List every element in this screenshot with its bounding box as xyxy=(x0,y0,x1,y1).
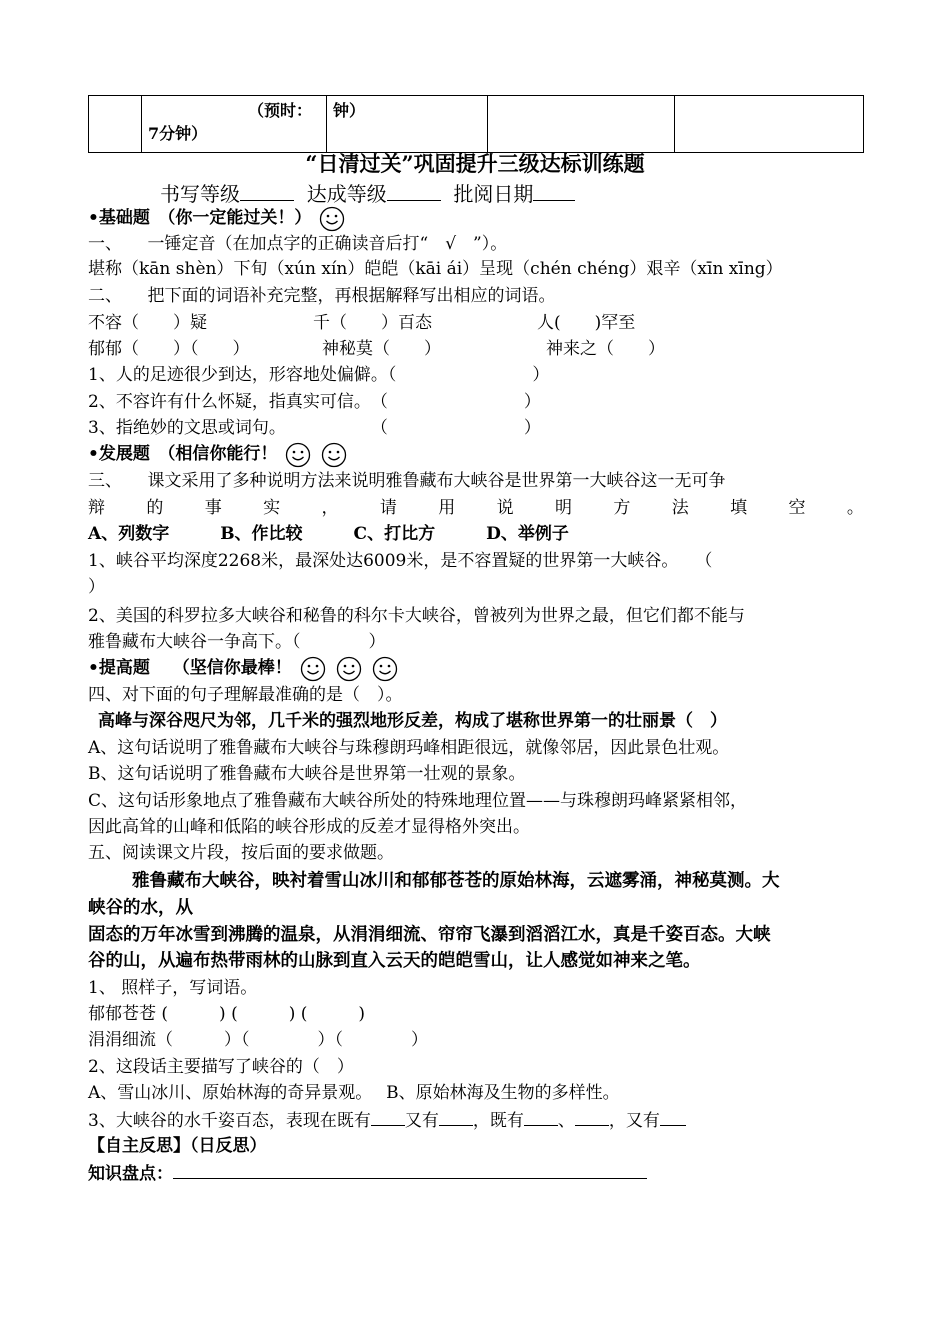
q4-heading: 四、对下面的句子理解最准确的是（ ）。 xyxy=(88,685,403,705)
page-title: “日清过关”巩固提升三级达标训练题 xyxy=(305,151,645,176)
q4-option-a: A、这句话说明了雅鲁藏布大峡谷与珠穆朗玛峰相距很远，就像邻居，因此景色壮观。 xyxy=(88,738,730,758)
review-date-blank xyxy=(533,182,575,201)
fill-blank xyxy=(439,1107,473,1126)
q3-char: ， xyxy=(321,498,339,518)
q3-sentence-1-end: ） xyxy=(88,577,105,597)
table-cell xyxy=(488,96,675,153)
section-label: •提高题 （坚信你最棒！ xyxy=(88,658,292,678)
fill-blank xyxy=(371,1107,405,1126)
q3-sentence-2-end: 雅鲁藏布大峡谷一争高下。（ ） xyxy=(88,632,386,652)
fill-blank xyxy=(575,1107,609,1126)
q5-text: ，又有 xyxy=(608,1111,660,1131)
section-label: •发展题 （相信你能行！ xyxy=(88,444,278,464)
q3-char: 。 xyxy=(846,498,864,518)
fill-blank xyxy=(524,1107,558,1126)
q2-word: 千（ ）百态 xyxy=(313,313,432,333)
q4-option-c: C、这句话形象地点了雅鲁藏布大峡谷所处的特殊地理位置——与珠穆朗玛峰紧紧相邻， xyxy=(88,791,748,811)
q3-char: 填 xyxy=(730,498,748,518)
q4-option-b: B、这句话说明了雅鲁藏布大峡谷是世界第一壮观的景象。 xyxy=(88,764,526,784)
section-improve xyxy=(88,655,400,682)
achieve-grade-blank xyxy=(387,182,441,201)
q5-task-2: 2、这段话主要描写了峡谷的（ ） xyxy=(88,1057,354,1077)
q5-task-2-options: A、雪山冰川、原始林海的奇异景观。 B、原始林海及生物的多样性。 xyxy=(88,1083,620,1103)
smiley-icon xyxy=(300,656,326,682)
smiley-icon xyxy=(372,656,398,682)
q5-words-2: 涓涓细流（ ）（ ）（ ） xyxy=(88,1030,428,1050)
q4-option-c-cont: 因此高耸的山峰和低陷的峡谷形成的反差才显得格外突出。 xyxy=(88,817,530,837)
smiley-icon xyxy=(321,442,347,468)
q3-sentence-2: 2、美国的科罗拉多大峡谷和秘鲁的科尔卡大峡谷，曾被列为世界之最，但它们都不能与 xyxy=(88,606,745,626)
q3-char: 用 xyxy=(438,498,456,518)
smiley-icon xyxy=(336,656,362,682)
q4-sentence: 高峰与深谷咫尺为邻，几千米的强烈地形反差，构成了堪称世界第一的壮丽景（ ） xyxy=(98,711,727,731)
q5-heading: 五、阅读课文片段，按后面的要求做题。 xyxy=(88,843,394,863)
q3-char: 明 xyxy=(555,498,572,518)
q5-text: 、 xyxy=(557,1111,575,1131)
q5-passage: 固态的万年冰雪到沸腾的温泉，从涓涓细流、帘帘飞瀑到滔滔江水，真是千姿百态。大峡 xyxy=(88,925,771,945)
table-text: 7分钟） xyxy=(148,124,208,143)
grade-line xyxy=(160,178,575,207)
q2-word: 人( )罕至 xyxy=(537,313,636,333)
reflection-heading: 【自主反思】（日反思） xyxy=(88,1136,267,1156)
q5-passage: 雅鲁藏布大峡谷，映衬着雪山冰川和郁郁苍苍的原始林海，云遮雾涌，神秘莫测。大 xyxy=(132,871,780,891)
q3-heading: 三、 课文采用了多种说明方法来说明雅鲁藏布大峡谷是世界第一大峡谷这一无可争 xyxy=(88,471,726,491)
q3-heading-cont xyxy=(88,495,864,521)
q3-char: 事 xyxy=(204,498,222,518)
q1-heading: 一、 一锤定音（在加点字的正确读音后打“ √ ”）。 xyxy=(88,234,508,254)
q3-sentence-1: 1、峡谷平均深度2268米，最深处达6009米，是不容置疑的世界第一大峡谷。 （ xyxy=(88,551,713,571)
q2-explain: 1、人的足迹很少到达，形容地处偏僻。（ ） xyxy=(88,365,550,385)
writing-grade-label: 书写等级 xyxy=(160,182,240,206)
q5-task-1: 1、 照样子，写词语。 xyxy=(88,978,258,998)
knowledge-blank xyxy=(173,1160,647,1179)
knowledge-label: 知识盘点： xyxy=(88,1164,173,1184)
q3-char: 空 xyxy=(788,498,806,518)
table-cell xyxy=(142,96,327,153)
achieve-grade-label: 达成等级 xyxy=(306,182,387,206)
q5-passage: 峡谷的水，从 xyxy=(88,898,193,918)
writing-grade-blank xyxy=(240,182,294,201)
smiley-icon xyxy=(285,442,311,468)
q5-passage: 谷的山，从遍布热带雨林的山脉到直入云天的皑皑雪山，让人感觉如神来之笔。 xyxy=(88,951,701,971)
table-text: （预时： xyxy=(248,101,313,120)
section-develop xyxy=(88,441,349,468)
q5-text: 又有 xyxy=(404,1111,439,1131)
table-cell xyxy=(89,96,142,153)
q5-text: ，既有 xyxy=(472,1111,524,1131)
review-date-label: 批阅日期 xyxy=(453,182,534,206)
q3-char: 请 xyxy=(379,498,397,518)
q2-explain: 3、指绝妙的文思或词句。 （ ） xyxy=(88,418,541,438)
q3-char: 的 xyxy=(146,498,164,518)
table-cell xyxy=(675,96,864,153)
q3-char: 法 xyxy=(671,498,689,518)
knowledge-line xyxy=(88,1160,647,1187)
q2-word: 神秘莫（ ） xyxy=(322,339,441,359)
q5-words-1: 郁郁苍苍 ( ) ( ) ( ) xyxy=(88,1004,366,1024)
fill-blank xyxy=(660,1107,686,1126)
q3-char: 实 xyxy=(263,498,281,518)
q1-pinyin-line: 堪称（kān shèn）下旬（xún xín）皑皑（kāi ái）呈现（chén chéng）艰辛（xīn xīng） xyxy=(88,259,783,279)
section-label: •基础题 （你一定能过关！） xyxy=(88,208,312,228)
q3-char: 说 xyxy=(496,498,514,518)
table-cell xyxy=(327,96,488,153)
header-table xyxy=(88,95,864,153)
q2-word: 不容（ ）疑 xyxy=(88,313,207,333)
q2-word: 神来之（ ） xyxy=(546,339,665,359)
q5-text: 3、大峡谷的水千姿百态，表现在既有 xyxy=(88,1111,371,1131)
q2-explain: 2、不容许有什么怀疑，指真实可信。 （ ） xyxy=(88,392,541,412)
q5-task-3 xyxy=(88,1107,686,1134)
q3-char: 方 xyxy=(613,498,631,518)
section-basic xyxy=(88,205,347,232)
q3-options: A、列数字 B、作比较 C、打比方 D、举例子 xyxy=(88,524,569,544)
q3-char: 辩 xyxy=(88,498,105,518)
q2-heading: 二、 把下面的词语补充完整，再根据解释写出相应的词语。 xyxy=(88,286,556,306)
table-text: 钟） xyxy=(333,101,366,120)
smiley-icon xyxy=(319,206,345,232)
q2-word: 郁郁（ ）（ ） xyxy=(88,339,250,359)
